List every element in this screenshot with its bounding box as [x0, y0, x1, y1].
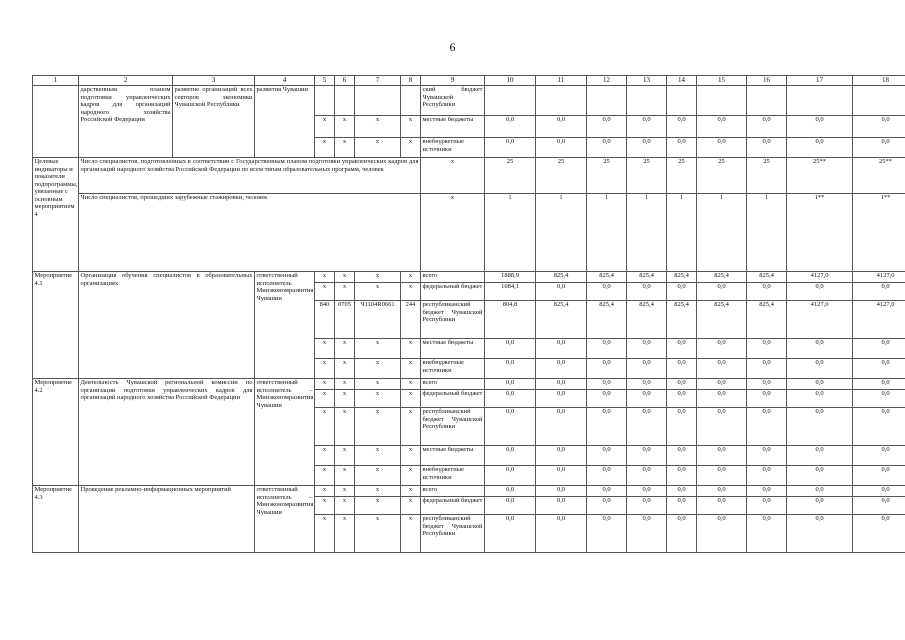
budget-code: x — [335, 359, 355, 379]
amount: 0,0 — [667, 408, 697, 446]
amount: 0,0 — [747, 379, 787, 390]
budget-code: x — [315, 138, 335, 158]
amount: 0,0 — [587, 408, 627, 446]
budget-code: x — [335, 390, 355, 408]
amount: 0,0 — [697, 515, 747, 553]
budget-code: x — [355, 466, 401, 486]
amount: 0,0 — [853, 359, 905, 379]
column-header: 2 — [79, 76, 173, 86]
budget-code: x — [355, 497, 401, 515]
amount: 0,0 — [853, 138, 905, 158]
amount: 0,0 — [485, 486, 536, 497]
amount: 0,0 — [747, 116, 787, 138]
amount: 0,0 — [536, 339, 587, 359]
amount: 0,0 — [627, 390, 667, 408]
amount: 0,0 — [787, 116, 853, 138]
amount: 0,0 — [627, 283, 667, 301]
funding-source: республиканский бюджет Чувашской Республики — [421, 515, 485, 553]
column-header: 12 — [587, 76, 627, 86]
amount: 825,4 — [587, 272, 627, 283]
budget-code: x — [335, 466, 355, 486]
indicator-value: 25 — [747, 158, 787, 194]
amount: 0,0 — [787, 408, 853, 446]
budget-code: x — [401, 272, 421, 283]
amount: 0,0 — [747, 446, 787, 466]
indicator-name: Число специалистов, подготовленных в соответствии с Государственным планом подготовки управленческих кадров для организаций народного хозяйства Российской Федерации по всем типам образовательных программ, человек — [79, 158, 421, 194]
budget-code: x — [401, 116, 421, 138]
amount: 0,0 — [587, 379, 627, 390]
budget-code: x — [315, 272, 335, 283]
amount: 0,0 — [697, 283, 747, 301]
amount: 0,0 — [587, 390, 627, 408]
amount: 0,0 — [787, 466, 853, 486]
indicator-value: 1 — [747, 194, 787, 272]
amount: 4127,0 — [787, 272, 853, 283]
amount — [853, 86, 905, 116]
budget-table — [32, 75, 905, 553]
amount: 0,0 — [697, 486, 747, 497]
amount: 0,0 — [627, 515, 667, 553]
column-header: 16 — [747, 76, 787, 86]
amount: 1888,9 — [485, 272, 536, 283]
responsible-executor: ответственный исполнитель – Минэкономразвития Чувашии — [255, 486, 315, 553]
amount: 0,0 — [536, 408, 587, 446]
funding-source: федеральный бюджет — [421, 390, 485, 408]
amount: 0,0 — [787, 379, 853, 390]
amount: 0,0 — [667, 390, 697, 408]
amount: 0,0 — [667, 359, 697, 379]
amount: 0,0 — [485, 116, 536, 138]
funding-source: местные бюджеты — [421, 446, 485, 466]
amount: 0,0 — [536, 283, 587, 301]
amount: 0,0 — [536, 497, 587, 515]
budget-code: x — [315, 359, 335, 379]
budget-code: x — [335, 272, 355, 283]
amount: 0,0 — [787, 283, 853, 301]
amount — [697, 86, 747, 116]
amount: 1084,1 — [485, 283, 536, 301]
amount: 0,0 — [667, 116, 697, 138]
continuation-row — [33, 86, 905, 116]
amount: 0,0 — [587, 446, 627, 466]
amount: 0,0 — [787, 359, 853, 379]
indicator-value: 1 — [627, 194, 667, 272]
amount: 0,0 — [667, 339, 697, 359]
amount: 0,0 — [747, 390, 787, 408]
amount — [747, 86, 787, 116]
funding-source: ский бюджет Чувашской Республики — [421, 86, 485, 116]
header-row — [33, 76, 905, 86]
budget-code: x — [355, 359, 401, 379]
amount: 0,0 — [697, 497, 747, 515]
amount: 0,0 — [627, 138, 667, 158]
amount: 0,0 — [747, 486, 787, 497]
amount — [667, 86, 697, 116]
responsible-executor: развития Чувашии — [255, 86, 315, 158]
funding-source: всего — [421, 272, 485, 283]
amount: 0,0 — [627, 339, 667, 359]
amount: 0,0 — [697, 339, 747, 359]
budget-code: x — [315, 283, 335, 301]
budget-code — [315, 86, 335, 116]
amount: 0,0 — [853, 379, 905, 390]
measure-description: Организация обучения специалистов в образовательных организациях — [79, 272, 255, 379]
budget-code: x — [315, 408, 335, 446]
amount: 0,0 — [747, 497, 787, 515]
budget-code: x — [401, 138, 421, 158]
amount: 0,0 — [587, 283, 627, 301]
measure-row — [33, 486, 905, 497]
amount: 825,4 — [627, 301, 667, 339]
amount: 804,8 — [485, 301, 536, 339]
amount: 0,0 — [536, 446, 587, 466]
amount: 0,0 — [485, 446, 536, 466]
amount: 0,0 — [485, 466, 536, 486]
funding-source: республиканский бюджет Чувашской Республики — [421, 301, 485, 339]
responsible-executor: ответственный исполнитель – Минэкономразвития Чувашии — [255, 379, 315, 486]
amount: 0,0 — [485, 515, 536, 553]
indicator-value: 25 — [667, 158, 697, 194]
budget-code: x — [335, 486, 355, 497]
indicator-row — [33, 194, 905, 272]
budget-code: x — [335, 515, 355, 553]
amount: 825,4 — [536, 301, 587, 339]
amount — [787, 86, 853, 116]
amount: 0,0 — [667, 138, 697, 158]
funding-source: местные бюджеты — [421, 339, 485, 359]
budget-code: x — [401, 390, 421, 408]
amount: 0,0 — [587, 359, 627, 379]
budget-code: x — [401, 339, 421, 359]
indicator-value: 1** — [787, 194, 853, 272]
budget-code: x — [335, 138, 355, 158]
amount: 825,4 — [697, 301, 747, 339]
amount: 0,0 — [627, 486, 667, 497]
indicator-value: 25 — [587, 158, 627, 194]
amount: 0,0 — [667, 379, 697, 390]
amount: 0,0 — [747, 138, 787, 158]
amount: 0,0 — [697, 390, 747, 408]
funding-source: федеральный бюджет — [421, 497, 485, 515]
amount: 0,0 — [747, 283, 787, 301]
budget-code: x — [355, 486, 401, 497]
amount: 0,0 — [627, 497, 667, 515]
budget-code — [401, 86, 421, 116]
amount: 825,4 — [697, 272, 747, 283]
budget-code: x — [401, 497, 421, 515]
budget-code: 0705 — [335, 301, 355, 339]
amount: 825,4 — [747, 272, 787, 283]
row-label — [33, 86, 79, 158]
amount: 0,0 — [667, 446, 697, 466]
budget-code: x — [401, 466, 421, 486]
amount — [536, 86, 587, 116]
amount: 0,0 — [747, 359, 787, 379]
amount: 0,0 — [536, 515, 587, 553]
budget-code: x — [355, 446, 401, 466]
amount: 0,0 — [627, 446, 667, 466]
funding-source: местные бюджеты — [421, 116, 485, 138]
budget-code: x — [401, 283, 421, 301]
measure-label: Мероприятие 4.3 — [33, 486, 79, 553]
indicator-value: 1 — [667, 194, 697, 272]
column-header: 9 — [421, 76, 485, 86]
budget-code: x — [315, 515, 335, 553]
amount: 0,0 — [667, 283, 697, 301]
amount: 0,0 — [747, 515, 787, 553]
funding-source: внебюджетные источники — [421, 359, 485, 379]
budget-code: x — [315, 116, 335, 138]
budget-code: x — [401, 515, 421, 553]
budget-code: x — [335, 283, 355, 301]
measure-label: Мероприятие 4.2 — [33, 379, 79, 486]
budget-code: x — [355, 116, 401, 138]
column-header: 7 — [355, 76, 401, 86]
amount: 0,0 — [697, 359, 747, 379]
amount: 825,4 — [747, 301, 787, 339]
amount: 0,0 — [697, 466, 747, 486]
amount: 0,0 — [853, 497, 905, 515]
amount: 0,0 — [787, 486, 853, 497]
column-header: 18 — [853, 76, 905, 86]
amount: 0,0 — [853, 408, 905, 446]
column-header: 5 — [315, 76, 335, 86]
measure-description: Деятельность Чувашской региональной комиссии по организации подготовки управленческих кадров для организаций народного хозяйства Российской Федерации — [79, 379, 255, 486]
indicator-value: 25 — [536, 158, 587, 194]
indicator-name: Число специалистов, прошедших зарубежные стажировки, человек — [79, 194, 421, 272]
amount: 0,0 — [787, 515, 853, 553]
amount: 0,0 — [485, 408, 536, 446]
amount — [485, 86, 536, 116]
amount: 0,0 — [485, 339, 536, 359]
amount: 0,0 — [536, 390, 587, 408]
amount — [587, 86, 627, 116]
amount: 0,0 — [587, 466, 627, 486]
column-header: 14 — [667, 76, 697, 86]
funding-source: республиканский бюджет Чувашской Республики — [421, 408, 485, 446]
amount: 0,0 — [787, 138, 853, 158]
budget-code: x — [335, 408, 355, 446]
amount: 825,4 — [536, 272, 587, 283]
column-header: 13 — [627, 76, 667, 86]
indicators-label: Целевые индикаторы и показатели подпрограммы, увязанные с основным мероприятием 4 — [33, 158, 79, 272]
amount: 0,0 — [627, 408, 667, 446]
amount: 0,0 — [587, 339, 627, 359]
amount: 0,0 — [536, 466, 587, 486]
measure-row — [33, 379, 905, 390]
budget-code: x — [315, 497, 335, 515]
indicator-value: 1 — [485, 194, 536, 272]
amount: 0,0 — [536, 359, 587, 379]
budget-code: 840 — [315, 301, 335, 339]
amount: 4127,0 — [853, 301, 905, 339]
amount: 4127,0 — [853, 272, 905, 283]
funding-source: федеральный бюджет — [421, 283, 485, 301]
amount: 0,0 — [485, 497, 536, 515]
amount: 0,0 — [627, 116, 667, 138]
indicator-value: 1 — [697, 194, 747, 272]
amount: 0,0 — [627, 466, 667, 486]
budget-code: Ч1104R0661 — [355, 301, 401, 339]
budget-code: x — [355, 138, 401, 158]
amount: 0,0 — [667, 486, 697, 497]
amount: 0,0 — [697, 446, 747, 466]
budget-code: x — [315, 466, 335, 486]
amount: 0,0 — [627, 359, 667, 379]
indicator-value: 25** — [787, 158, 853, 194]
amount: 0,0 — [587, 486, 627, 497]
amount: 0,0 — [747, 408, 787, 446]
funding-source: всего — [421, 486, 485, 497]
budget-code: x — [315, 379, 335, 390]
column-header: 4 — [255, 76, 315, 86]
funding-source: всего — [421, 379, 485, 390]
budget-code: 244 — [401, 301, 421, 339]
amount: 0,0 — [536, 116, 587, 138]
amount: 4127,0 — [787, 301, 853, 339]
table-body — [33, 76, 905, 553]
measure-row — [33, 272, 905, 283]
budget-code: x — [315, 390, 335, 408]
budget-code: x — [401, 408, 421, 446]
column-header: 8 — [401, 76, 421, 86]
budget-code: x — [335, 497, 355, 515]
amount: 0,0 — [587, 138, 627, 158]
amount: 0,0 — [697, 116, 747, 138]
amount: 0,0 — [587, 116, 627, 138]
budget-code: x — [335, 339, 355, 359]
amount: 0,0 — [485, 390, 536, 408]
amount: 0,0 — [667, 497, 697, 515]
budget-code — [355, 86, 401, 116]
amount: 0,0 — [697, 138, 747, 158]
page-number: 6 — [449, 40, 456, 54]
indicator-value: 25 — [627, 158, 667, 194]
amount: 825,4 — [667, 301, 697, 339]
amount: 0,0 — [787, 339, 853, 359]
amount: 0,0 — [587, 515, 627, 553]
amount: 0,0 — [697, 379, 747, 390]
amount: 0,0 — [485, 138, 536, 158]
budget-code: x — [355, 408, 401, 446]
responsible-executor: ответственный исполнитель Минэкономразвития Чувашии — [255, 272, 315, 379]
budget-code: x — [315, 486, 335, 497]
indicator-value: 1 — [536, 194, 587, 272]
amount: 825,4 — [667, 272, 697, 283]
amount: 0,0 — [536, 138, 587, 158]
indicator-x: x — [421, 158, 485, 194]
budget-code — [335, 86, 355, 116]
column-header: 11 — [536, 76, 587, 86]
goal-description: развитие организаций всех секторов экономики Чувашской Республики — [173, 86, 255, 158]
funding-source: внебюджетные источники — [421, 466, 485, 486]
amount: 0,0 — [536, 379, 587, 390]
column-header: 6 — [335, 76, 355, 86]
budget-code: x — [401, 359, 421, 379]
column-header: 15 — [697, 76, 747, 86]
indicator-value: 1 — [587, 194, 627, 272]
measure-description: дарственным планом подготовки управленческих кадров для организаций народного хозяйства Российской Федерации — [79, 86, 173, 158]
column-header: 10 — [485, 76, 536, 86]
amount: 0,0 — [485, 379, 536, 390]
amount: 825,4 — [627, 272, 667, 283]
indicator-value: 25** — [853, 158, 905, 194]
budget-code: x — [335, 446, 355, 466]
amount: 0,0 — [853, 515, 905, 553]
amount: 0,0 — [536, 486, 587, 497]
budget-code: x — [335, 379, 355, 390]
column-header: 17 — [787, 76, 853, 86]
amount: 0,0 — [853, 486, 905, 497]
amount — [627, 86, 667, 116]
indicator-value: 25 — [697, 158, 747, 194]
budget-code: x — [401, 379, 421, 390]
amount: 0,0 — [697, 408, 747, 446]
budget-code: x — [355, 283, 401, 301]
indicator-row — [33, 158, 905, 194]
funding-source: внебюджетные источники — [421, 138, 485, 158]
amount: 0,0 — [587, 497, 627, 515]
budget-code: x — [401, 446, 421, 466]
amount: 0,0 — [787, 497, 853, 515]
indicator-value: 1** — [853, 194, 905, 272]
budget-code: x — [355, 379, 401, 390]
amount: 0,0 — [853, 283, 905, 301]
column-header: 3 — [173, 76, 255, 86]
budget-code: x — [401, 486, 421, 497]
amount: 0,0 — [787, 390, 853, 408]
budget-code: x — [355, 515, 401, 553]
budget-code: x — [335, 116, 355, 138]
indicator-x: x — [421, 194, 485, 272]
budget-code: x — [315, 339, 335, 359]
amount: 0,0 — [853, 466, 905, 486]
budget-code: x — [315, 446, 335, 466]
amount: 0,0 — [627, 379, 667, 390]
amount: 0,0 — [853, 116, 905, 138]
budget-code: x — [355, 272, 401, 283]
amount: 0,0 — [853, 390, 905, 408]
amount: 0,0 — [853, 446, 905, 466]
amount: 0,0 — [667, 466, 697, 486]
indicator-value: 25 — [485, 158, 536, 194]
amount: 0,0 — [853, 339, 905, 359]
measure-description: Проведение рекламно-информационных мероприятий — [79, 486, 255, 553]
amount: 0,0 — [747, 466, 787, 486]
amount: 825,4 — [587, 301, 627, 339]
amount: 0,0 — [747, 339, 787, 359]
amount: 0,0 — [787, 446, 853, 466]
amount: 0,0 — [667, 515, 697, 553]
column-header: 1 — [33, 76, 79, 86]
budget-code: x — [355, 339, 401, 359]
measure-label: Мероприятие 4.1 — [33, 272, 79, 379]
budget-code: x — [355, 390, 401, 408]
amount: 0,0 — [485, 359, 536, 379]
